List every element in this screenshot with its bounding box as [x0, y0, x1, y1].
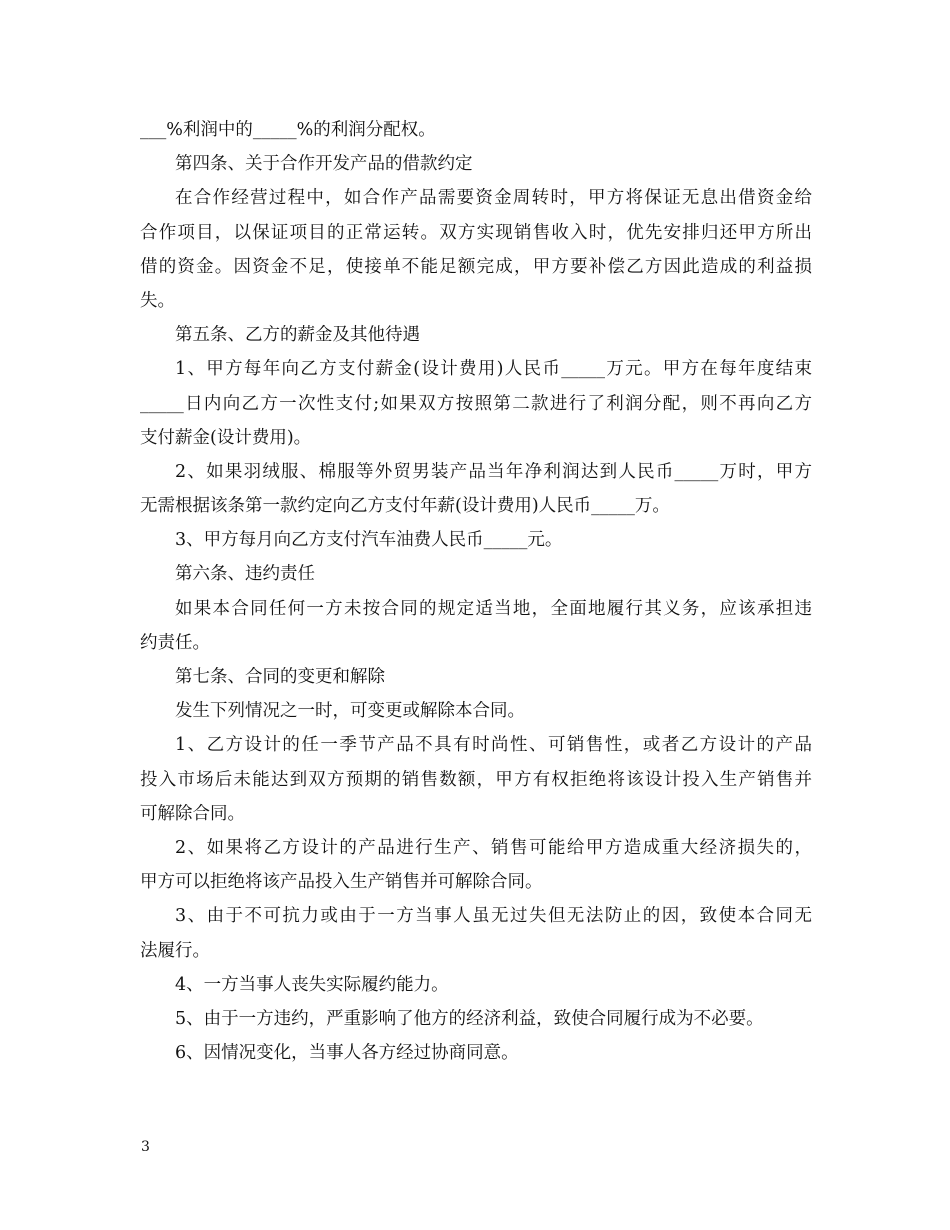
text-line: ___%利润中的_____%的利润分配权。 [140, 120, 436, 140]
section-heading: 第四条、关于合作开发产品的借款约定 [175, 154, 473, 175]
text-line: 合作项目，以保证项目的正常运转。双方实现销售收入时，优先安排归还甲方所出 [140, 222, 812, 243]
text-line: 发生下列情况之一时，可变更或解除本合同。 [175, 701, 525, 722]
text-line: 如果本合同任何一方未按合同的规定适当地，全面地履行其义务，应该承担违 [175, 598, 812, 619]
text-line: 无需根据该条第一款约定向乙方支付年薪(设计费用)人民币_____万。 [140, 496, 670, 517]
text-line: 约责任。 [140, 632, 210, 653]
text-line: 2、如果将乙方设计的产品进行生产、销售可能给甲方造成重大经济损失的， [175, 837, 812, 858]
section-heading: 第六条、违约责任 [175, 564, 315, 585]
text-line: 5、由于一方违约，严重影响了他方的经济利益，致使合同履行成为不必要。 [175, 1008, 764, 1029]
document-body [140, 113, 812, 1070]
text-line: 甲方可以拒绝将该产品投入生产销售并可解除合同。 [140, 872, 543, 893]
text-line: 1、乙方设计的任一季节产品不具有时尚性、可销售性，或者乙方设计的产品 [175, 735, 812, 756]
text-line: 借的资金。因资金不足，使接单不能足额完成，甲方要补偿乙方因此造成的利益损 [140, 256, 812, 277]
text-line: 法履行。 [140, 940, 210, 961]
page-number: 3 [141, 1139, 150, 1155]
text-line: 可解除合同。 [140, 803, 245, 824]
text-line: 6、因情况变化，当事人各方经过协商同意。 [175, 1043, 519, 1064]
text-line: 2、如果羽绒服、棉服等外贸男装产品当年净利润达到人民币_____万时，甲方 [175, 461, 812, 482]
text-line: _____日内向乙方一次性支付;如果双方按照第二款进行了利润分配，则不再向乙方 [140, 393, 812, 414]
text-line: 3、由于不可抗力或由于一方当事人虽无过失但无法防止的因，致使本合同无 [175, 906, 812, 927]
text-line: 4、一方当事人丧失实际履约能力。 [175, 974, 449, 995]
text-line: 失。 [140, 290, 175, 311]
text-line: 投入市场后未能达到双方预期的销售数额，甲方有权拒绝将该设计投入生产销售并 [140, 769, 812, 790]
text-line: 支付薪金(设计费用)。 [140, 427, 312, 448]
text-line: 在合作经营过程中，如合作产品需要资金周转时，甲方将保证无息出借资金给 [175, 188, 812, 209]
text-line: 1、甲方每年向乙方支付薪金(设计费用)人民币_____万元。甲方在每年度结束 [175, 359, 812, 380]
section-heading: 第七条、合同的变更和解除 [175, 667, 385, 687]
text-line: 3、甲方每月向乙方支付汽车油费人民币_____元。 [175, 530, 563, 551]
section-heading: 第五条、乙方的薪金及其他待遇 [175, 325, 420, 346]
